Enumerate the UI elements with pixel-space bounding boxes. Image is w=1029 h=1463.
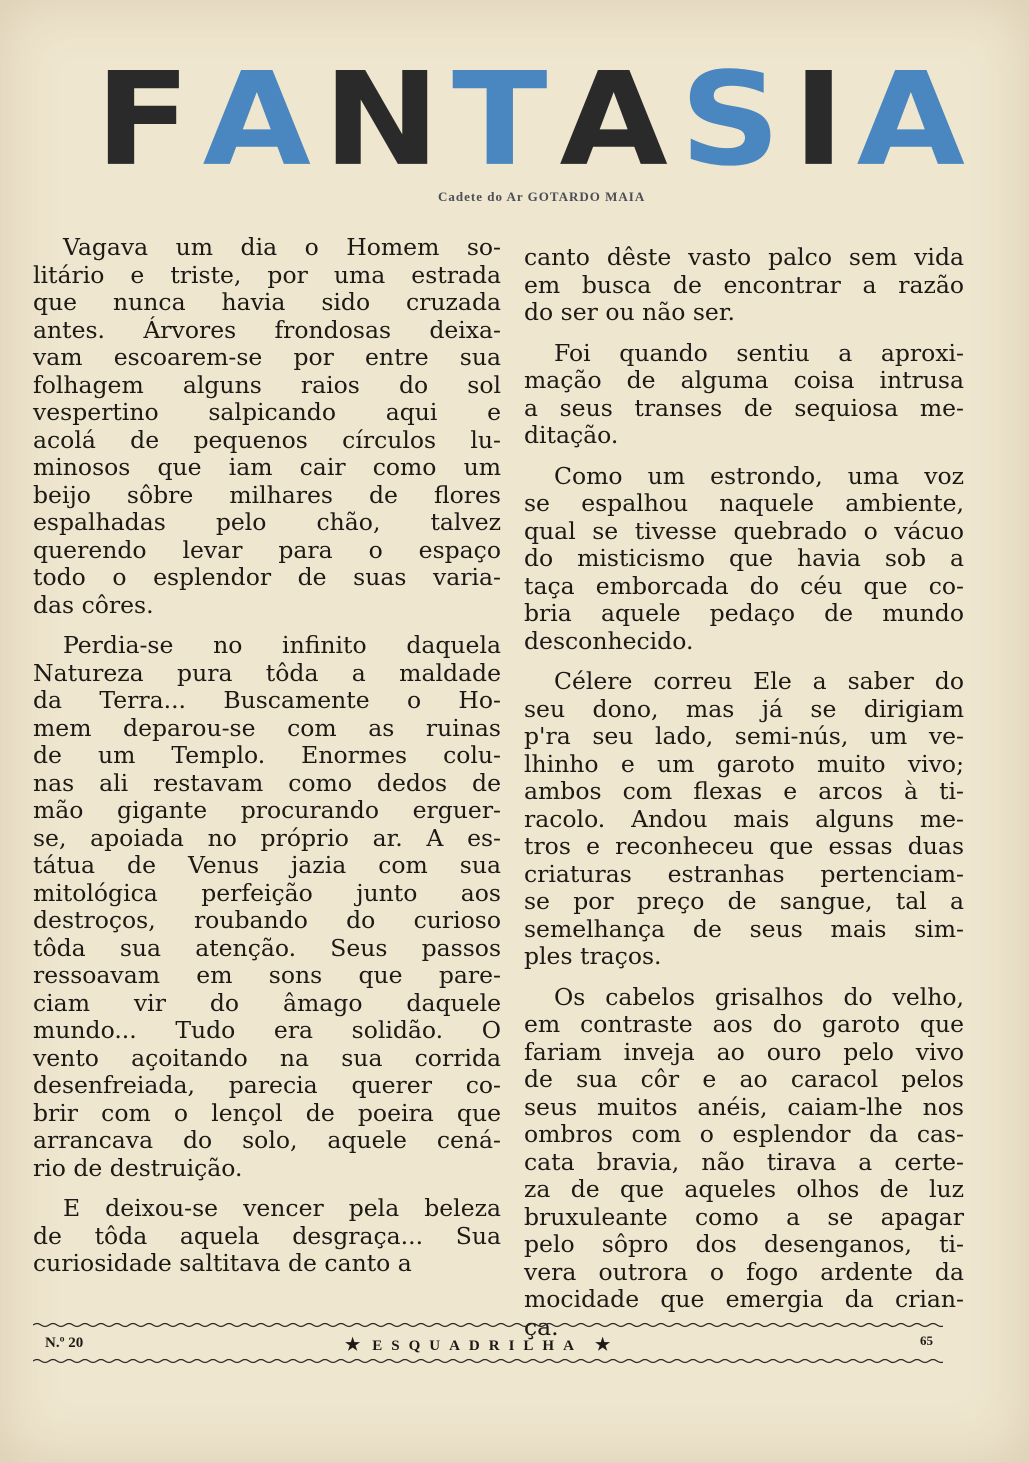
text-line: mão gigante procurando erguer- (33, 796, 501, 824)
text-line: querendo levar para o espaço (33, 535, 501, 564)
title-letter: T (452, 45, 548, 196)
text-line: ombros com o esplendor da cas- (524, 1120, 964, 1148)
text-line: acolá de pequenos círculos lu- (33, 425, 501, 454)
text-line: desenfreiada, parecia querer co- (33, 1071, 501, 1099)
text-line: qual se tivesse quebrado o vácuo (524, 516, 964, 545)
text-line: mem deparou-se com as ruinas (33, 713, 501, 742)
text-line: folhagem alguns raios do sol (33, 370, 501, 399)
title-letter: I (792, 45, 845, 196)
text-line: nas ali restavam como dedos de (33, 768, 501, 797)
text-line: vera outrora o fogo ardente da (524, 1257, 964, 1286)
text-line: mocidade que emergia da crian- (524, 1285, 964, 1313)
text-line: ditação. (524, 421, 619, 449)
text-line: litário e triste, por uma estrada (33, 260, 501, 289)
text-line: Os cabelos grisalhos do velho, (554, 982, 964, 1011)
title-letter: F (95, 45, 191, 196)
text-line: E deixou-se vencer pela beleza (63, 1194, 501, 1222)
text-line: Célere correu Ele a saber do (554, 667, 964, 695)
text-line: lhinho e um garoto muito vivo; (524, 749, 964, 778)
text-line: do misticismo que havia sob a (524, 544, 964, 572)
title-letter: A (202, 45, 311, 196)
text-line: em busca de encontrar a razão (524, 270, 964, 299)
text-line: bria aquele pedaço de mundo (524, 599, 964, 627)
text-line: ambos com flexas e arcos à ti- (524, 777, 964, 805)
byline: Cadete do Ar GOTARDO MAIA (438, 189, 646, 204)
footer-rule-top (33, 1322, 943, 1328)
text-line: todo o esplendor de suas varia- (33, 563, 501, 591)
title-letter: A (856, 45, 965, 196)
text-line: criaturas estranhas pertenciam- (524, 859, 964, 888)
text-line: ressoavam em sons que pare- (33, 961, 501, 989)
text-line: destroços, roubando do curioso (33, 906, 501, 934)
text-line: curiosidade saltitava de canto a (33, 1249, 412, 1277)
text-line: cata bravia, não tirava a certe- (524, 1147, 964, 1176)
text-line: beijo sôbre milhares de flores (33, 480, 501, 509)
text-line: de sua côr e ao caracol pelos (524, 1065, 964, 1093)
text-line: vespertino salpicando aqui e (33, 398, 501, 426)
text-line: se por preço de sangue, tal a (524, 887, 964, 915)
magazine-title: ESQUADRILHA (372, 1338, 583, 1354)
right-column (524, 244, 964, 1341)
text-line: antes. Árvores frondosas deixa- (33, 315, 501, 344)
text-line: tôda sua atenção. Seus passos (33, 933, 501, 962)
text-line: mitológica perfeição junto aos (33, 878, 501, 907)
text-line: das côres. (33, 590, 154, 619)
text-line: p'ra seu lado, semi-nús, um ve- (524, 722, 964, 750)
footer-rule-bottom (33, 1358, 943, 1364)
text-line: ça. (524, 1312, 559, 1341)
text-line: arrancava do solo, aquele cená- (33, 1126, 501, 1154)
text-line: Perdia-se no infinito daquela (63, 631, 501, 659)
title-letter: A (559, 45, 668, 196)
text-line: em contraste aos do garoto que (524, 1010, 964, 1038)
star-icon: ★ (594, 1335, 611, 1354)
text-line: do ser ou não ser. (524, 298, 735, 326)
left-column (33, 234, 501, 1278)
text-line: vam escoarem-se por entre sua (33, 343, 501, 371)
text-line: espalhadas pelo chão, talvez (33, 508, 501, 536)
text-line: brir com o lençol de poeira que (33, 1098, 501, 1127)
issue-number: N.º 20 (45, 1335, 84, 1351)
title-letter: S (679, 45, 781, 196)
text-line: da Terra... Buscamente o Ho- (33, 686, 501, 714)
title-letter: N (322, 45, 441, 196)
text-line: fariam inveja ao ouro pelo vivo (524, 1037, 964, 1066)
page-footer (33, 1333, 943, 1355)
page-number: 65 (920, 1333, 933, 1348)
text-line: que nunca havia sido cruzada (33, 288, 501, 316)
text-line: minosos que iam cair como um (33, 453, 501, 481)
text-line: tros e reconheceu que essas duas (524, 832, 964, 860)
text-line: Foi quando sentiu a aproxi- (554, 338, 964, 367)
text-line: a seus transes de sequiosa me- (524, 393, 964, 422)
text-line: seus muitos anéis, caiam-lhe nos (524, 1092, 964, 1121)
text-line: canto dêste vasto palco sem vida (524, 243, 964, 271)
text-line: mundo... Tudo era solidão. O (33, 1016, 501, 1044)
text-line: de tôda aquela desgraça... Sua (33, 1221, 501, 1250)
star-icon: ★ (345, 1335, 361, 1354)
text-line: de um Templo. Enormes colu- (33, 741, 501, 769)
text-line: za de que aqueles olhos de luz (524, 1175, 964, 1203)
text-line: Natureza pura tôda a maldade (33, 658, 501, 687)
text-line: tátua de Venus jazia com sua (33, 851, 501, 879)
magazine-name (333, 1335, 622, 1355)
text-line: bruxuleante como a se apagar (524, 1202, 964, 1231)
text-line: Como um estrondo, uma voz (554, 461, 964, 490)
text-line: Vagava um dia o Homem so- (63, 233, 501, 261)
text-line: se espalhou naquele ambiente, (524, 489, 964, 517)
text-line: semelhança de seus mais sim- (524, 914, 964, 943)
text-line: mação de alguma coisa intrusa (524, 366, 964, 394)
text-line: racolo. Andou mais alguns me- (524, 804, 964, 833)
text-line: se, apoiada no próprio ar. A es- (33, 823, 501, 852)
text-line: pelo sôpro dos desenganos, ti- (524, 1230, 964, 1258)
article-title (95, 45, 965, 196)
text-line: desconhecido. (524, 626, 694, 655)
text-line: rio de destruição. (33, 1153, 243, 1182)
text-line: ciam vir do âmago daquele (33, 988, 501, 1017)
text-line: seu dono, mas já se dirigiam (524, 694, 964, 723)
text-line: taça emborcada do céu que co- (524, 571, 964, 600)
text-line: vento açoitando na sua corrida (33, 1043, 501, 1072)
text-line: ples traços. (524, 942, 662, 970)
